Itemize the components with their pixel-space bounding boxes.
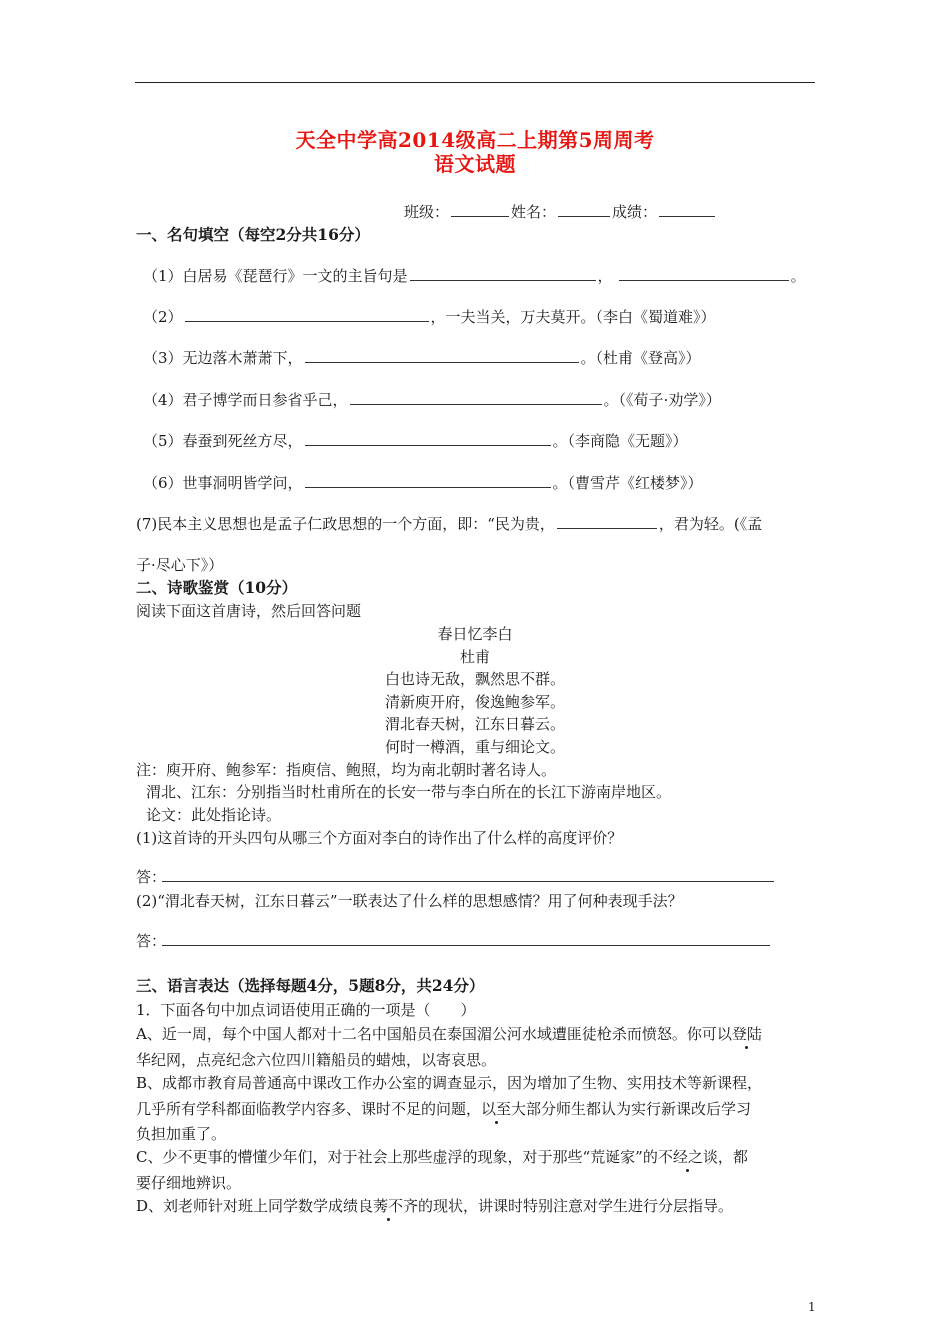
item-text: （6）世事洞明皆学问， [143, 474, 303, 492]
dotted-word: 以至 [481, 1100, 512, 1118]
section2-heading: 二、诗歌鉴赏（10分） [136, 578, 298, 597]
poem-line: 清新庾开府，俊逸鲍参军。 [384, 693, 565, 711]
poem-author: 杜甫 [459, 648, 490, 666]
fill-blank[interactable] [305, 472, 551, 488]
section1-heading: 一、名句填空（每空2分共16分） [136, 225, 370, 244]
fill-item-7 [136, 513, 762, 534]
fill-blank[interactable] [557, 513, 657, 529]
class-blank[interactable] [451, 201, 509, 217]
fill-item-7-cont: 子·尽心下》） [136, 556, 224, 574]
student-info [404, 201, 717, 222]
item-text: （4）君子博学而日参省乎己， [143, 391, 348, 409]
option-b-line1: B、成都市教育局普通高中课改工作办公室的调查显示，因为增加了生物、实用技术等新课程， [136, 1074, 763, 1092]
fill-item-5 [143, 430, 688, 451]
item-text: （1）白居易《琵琶行》一文的主旨句是 [143, 267, 408, 285]
poem-note: 注：庾开府、鲍参军：指庾信、鲍照，均为南北朝时著名诗人。 [136, 761, 557, 779]
poem-intro: 阅读下面这首唐诗，然后回答问题 [136, 602, 362, 620]
answer-2 [136, 930, 772, 951]
fill-item-4 [143, 389, 721, 410]
option-text: C、少不更事的懵懂少年们，对于社会上那些虚浮的现象，对于那些“荒诞家”的 [136, 1148, 658, 1166]
fill-item-3 [143, 347, 701, 368]
answer-label: 答： [136, 932, 167, 950]
question-1: 1．下面各句中加点词语使用正确的一项是（ ） [136, 1001, 476, 1019]
poem-note: 论文：此处指论诗。 [146, 806, 282, 824]
poem-question-1: (1)这首诗的开头四句从哪三个方面对李白的诗作出了什么样的高度评价？ [136, 829, 623, 847]
item-text: ， [597, 267, 613, 285]
item-text: （2） [143, 308, 183, 326]
dotted-word: 登陆 [731, 1025, 762, 1043]
top-rule [135, 82, 815, 83]
poem-line: 渭北春天树，江东日暮云。 [384, 715, 565, 733]
fill-blank[interactable] [185, 306, 429, 322]
dotted-word: 不经之谈 [657, 1148, 718, 1166]
item-text: 。（李商隐《无题》） [552, 432, 688, 450]
score-blank[interactable] [659, 201, 715, 217]
option-b-line2 [136, 1098, 751, 1119]
fill-item-2 [143, 306, 716, 327]
answer-blank[interactable] [162, 866, 774, 882]
answer-label: 答： [136, 868, 167, 886]
item-text: 。（《荀子·劝学》） [603, 391, 721, 409]
poem-note: 渭北、江东：分别指当时杜甫所在的长安一带与李白所在的长江下游南岸地区。 [146, 783, 672, 801]
fill-item-6 [143, 472, 703, 493]
item-text: ，君为轻。(《孟 [658, 515, 763, 533]
section3-heading: 三、语言表达（选择每题4分，5题8分，共24分） [136, 976, 485, 995]
item-text: （3）无边落木萧萧下， [143, 349, 303, 367]
item-text: ，一夫当关，万夫莫开。（李白《蜀道难》） [430, 308, 716, 326]
fill-blank[interactable] [305, 347, 579, 363]
exam-title: 天全中学高2014级高二上期第5周周考 [295, 128, 655, 152]
option-text: A、近一周，每个中国人都对十二名中国船员在泰国湄公河水域遭匪徒枪杀而愤怒。你可以 [136, 1025, 732, 1043]
option-a-line1 [136, 1023, 762, 1044]
poem-line: 白也诗无敌，飘然思不群。 [384, 670, 565, 688]
option-text: 几乎所有学科都面临教学内容多、课时不足的问题， [136, 1100, 482, 1118]
option-text: D、刘老师针对班上同学数学成绩 [136, 1197, 359, 1215]
option-d-line [136, 1195, 733, 1216]
fill-blank[interactable] [305, 430, 551, 446]
item-text: (7)民本主义思想也是孟子仁政思想的一个方面，即：“民为贵， [136, 515, 555, 533]
option-c-line1 [136, 1146, 748, 1167]
item-text: 。（曹雪芹《红楼梦》） [552, 474, 703, 492]
fill-blank[interactable] [619, 265, 789, 281]
name-blank[interactable] [558, 201, 610, 217]
page-number: 1 [808, 1300, 816, 1314]
option-b-line3: 负担加重了。 [136, 1125, 227, 1143]
dotted-word: 良莠不齐 [358, 1197, 419, 1215]
answer-1 [136, 866, 776, 887]
name-label: 姓名： [511, 203, 557, 221]
item-text: （5）春蚕到死丝方尽， [143, 432, 303, 450]
option-text: 的现状，讲课时特别注意对学生进行分层指导。 [418, 1197, 734, 1215]
option-text: 大部分师生都认为实行新课改后学习 [511, 1100, 752, 1118]
option-text: ，都 [717, 1148, 748, 1166]
item-text: 。 [790, 267, 806, 285]
poem-question-2: (2)“渭北春天树，江东日暮云”一联表达了什么样的思想感情？用了何种表现手法？ [136, 892, 683, 910]
exam-subtitle: 语文试题 [434, 152, 516, 176]
answer-blank[interactable] [162, 930, 770, 946]
item-text: 。（杜甫《登高》） [580, 349, 701, 367]
poem-title: 春日忆李白 [437, 625, 513, 643]
fill-blank[interactable] [350, 389, 602, 405]
class-label: 班级： [404, 203, 450, 221]
fill-item-1 [143, 265, 806, 286]
option-c-line2: 要仔细地辨识。 [136, 1174, 242, 1192]
option-a-line2: 华纪网，点亮纪念六位四川籍船员的蜡烛，以寄哀思。 [136, 1051, 497, 1069]
score-label: 成绩： [612, 203, 658, 221]
poem-line: 何时一樽酒，重与细论文。 [384, 738, 565, 756]
fill-blank[interactable] [410, 265, 596, 281]
